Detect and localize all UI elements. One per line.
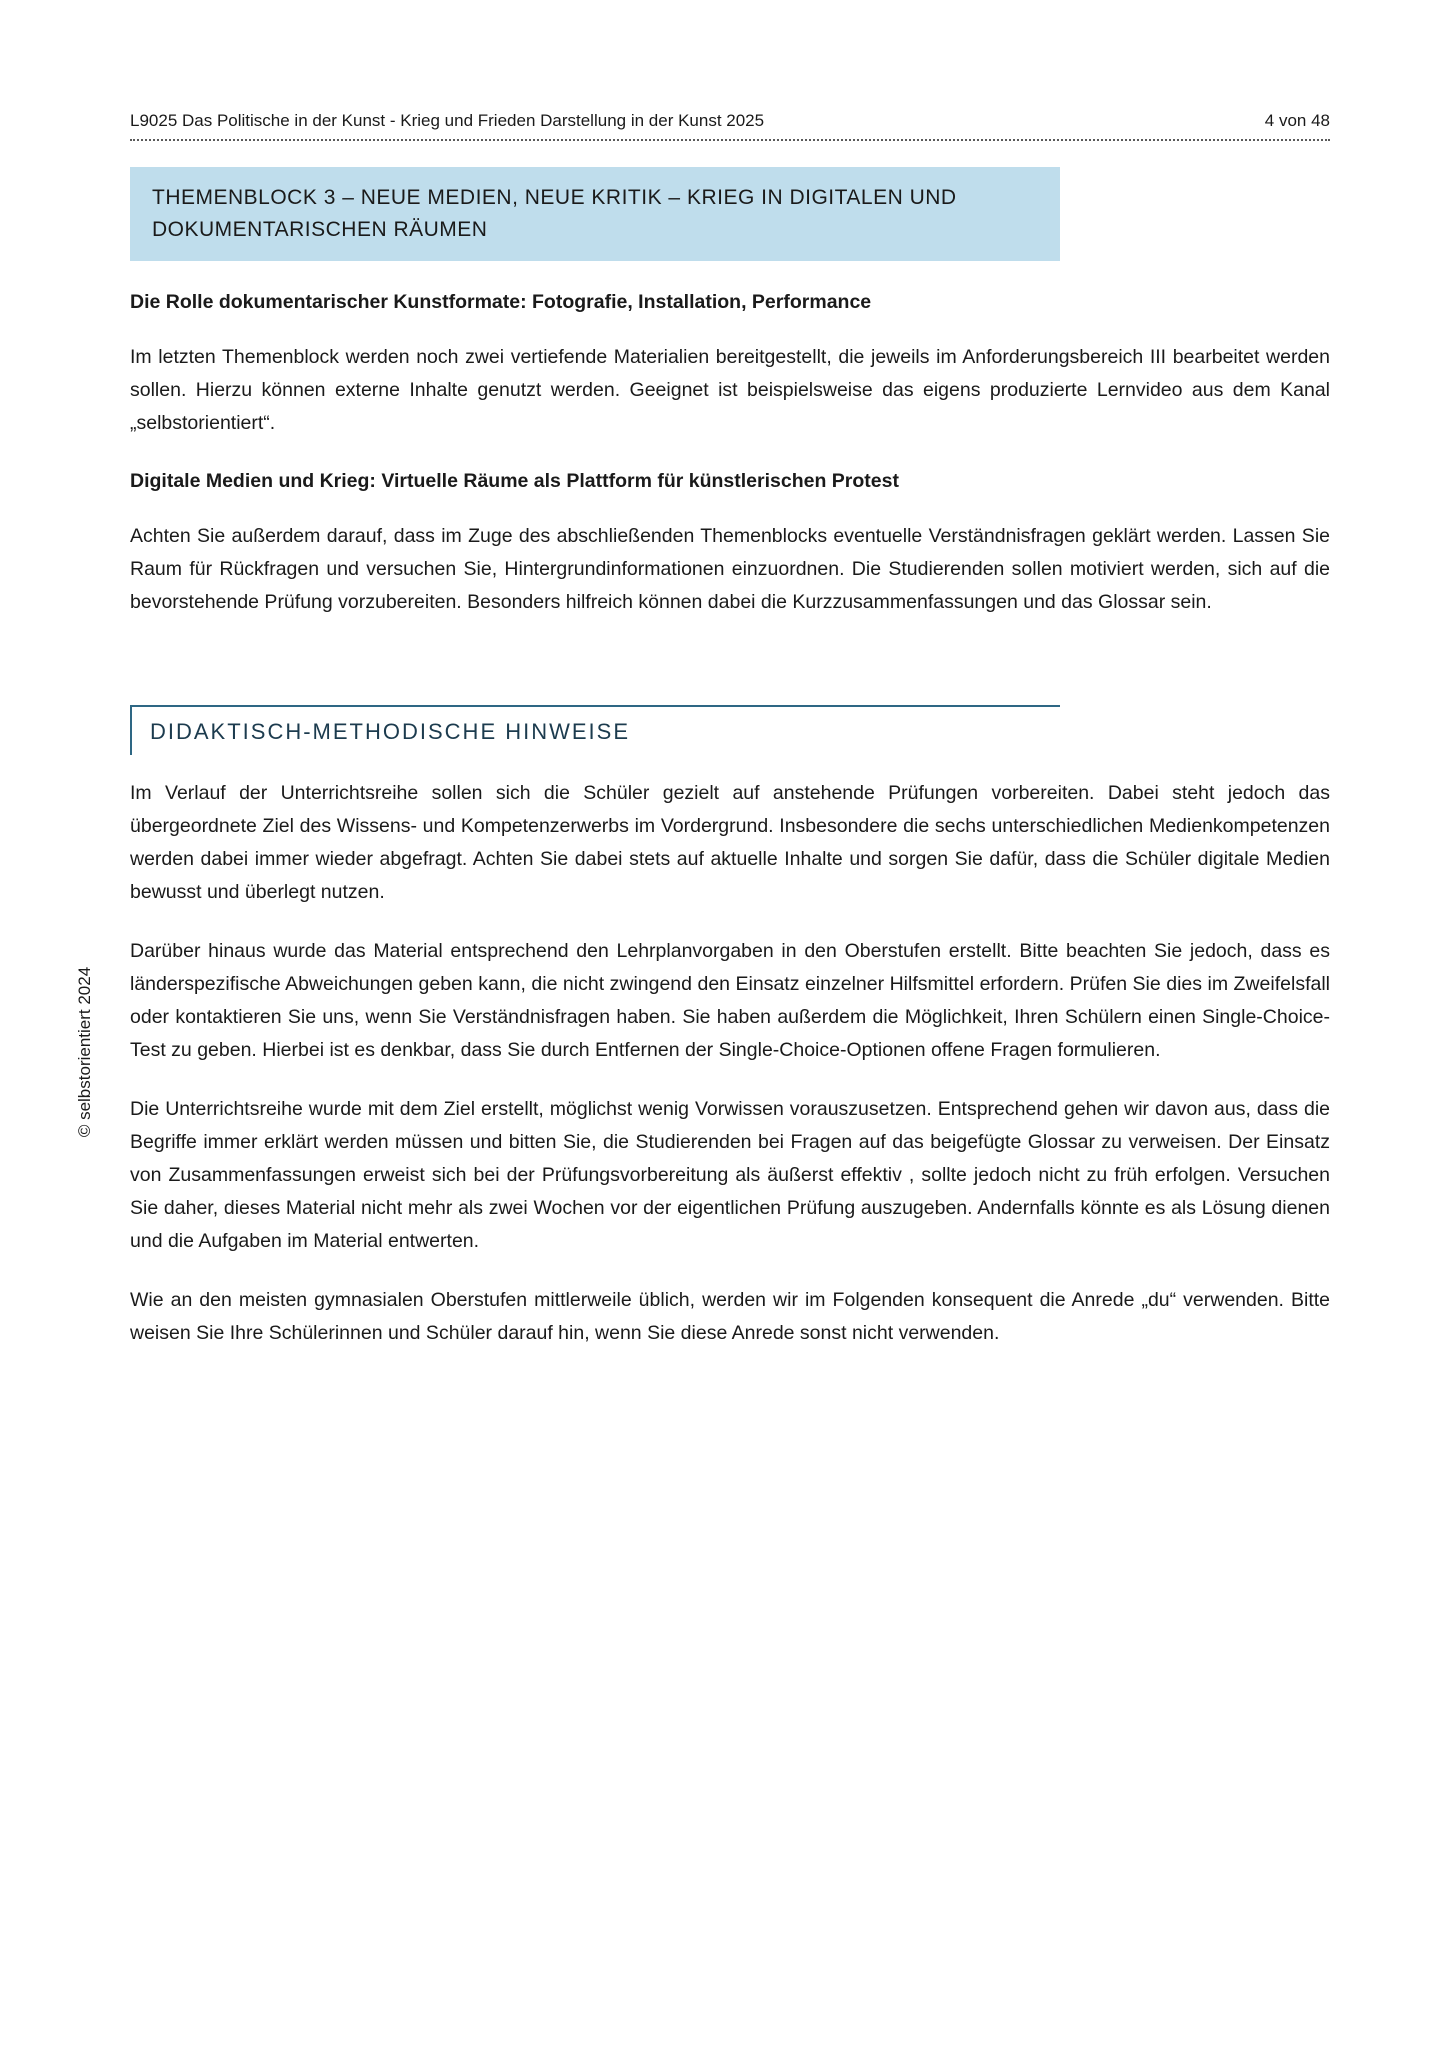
themenblock-banner [130,167,1060,261]
document-header [130,0,1330,132]
themenblock-title-line2: DOKUMENTARISCHEN RÄUMEN [152,218,488,241]
copyright-vertical-label: © selbstorientiert 2024 [75,966,94,1138]
section-heading-documentary: Die Rolle dokumentarischer Kunstformate: Fotografie, Installation, Performance [130,291,872,313]
paragraph-documentary: Im letzten Themenblock werden noch zwei vertiefende Materialien bereitgestellt, die jeweils im Anforderungsbereich III bearbeitet werden sollen. Hierzu können externe Inhalte genutzt werden. Geeignet ist beispielsweise das eigens produzierte Lernvideo aus dem Kanal „selbstorientiert“. [130,346,1330,434]
section-heading-digital: Digitale Medien und Krieg: Virtuelle Räume als Plattform für künstlerischen Protest [130,470,899,492]
didactic-section-body [130,777,1330,1350]
content-column [130,0,1330,1376]
didactic-paragraph-4: Wie an den meisten gymnasialen Oberstufen mittlerweile üblich, werden wir im Folgenden konsequent die Anrede „du“ verwenden. Bitte weisen Sie Ihre Schülerinnen und Schüler darauf hin, wenn Sie diese Anrede sonst nicht verwenden. [130,1289,1330,1344]
themenblock-title-line1: THEMENBLOCK 3 – NEUE MEDIEN, NEUE KRITIK – KRIEG IN DIGITALEN UND [152,186,957,209]
page-number: 4 von 48 [1264,111,1330,130]
didactic-paragraph-2: Darüber hinaus wurde das Material entsprechend den Lehrplanvorgaben in den Oberstufen erstellt. Bitte beachten Sie jedoch, dass es länderspezifische Abweichungen geben kann, die nicht zwingend den Einsatz einzelner Hilfsmittel erfordern. Prüfen Sie dies im Zweifelsfall oder kontaktieren Sie uns, wenn Sie Verständnisfragen haben. Sie haben außerdem die Möglichkeit, Ihren Schülern einen Single-Choice- Test zu geben. Hierbei ist es denkbar, dass Sie durch Entfernen der Single-Choice-Optionen offene Fragen formulieren. [130,940,1330,1061]
didactic-paragraph-3: Die Unterrichtsreihe wurde mit dem Ziel erstellt, möglichst wenig Vorwissen vorauszusetzen. Entsprechend gehen wir davon aus, dass die Begriffe immer erklärt werden müssen und bitten Sie, die Studierenden bei Fragen auf das beigefügte Glossar zu verweisen. Der Einsatz von Zusammenfassungen erweist sich bei der Prüfungsvorbereitung als äußerst effektiv , sollte jedoch nicht zu früh erfolgen. Versuchen Sie daher, dieses Material nicht mehr als zwei Wochen vor der eigentlichen Prüfung auszugeben. Andernfalls könnte es als Lösung dienen und die Aufgaben im Material entwerten. [130,1098,1330,1252]
didactic-paragraph-1: Im Verlauf der Unterrichtsreihe sollen sich die Schüler gezielt auf anstehende Prüfungen vorbereiten. Dabei steht jedoch das übergeordnete Ziel des Wissens- und Kompetenzerwerbs im Vordergrund. Insbesondere die sechs unterschiedlichen Medienkompetenzen werden dabei immer wieder abgefragt. Achten Sie dabei stets auf aktuelle Inhalte und sorgen Sie dafür, dass die Schüler digitale Medien bewusst und überlegt nutzen. [130,782,1330,903]
paragraph-digital: Achten Sie außerdem darauf, dass im Zuge des abschließenden Themenblocks eventuelle Verständnisfragen geklärt werden. Lassen Sie Raum für Rückfragen und versuchen Sie, Hintergrundinformationen einzuordnen. Die Studierenden sollen motiviert werden, sich auf die bevorstehende Prüfung vorzubereiten. Besonders hilfreich können dabei die Kurzzusammenfassungen und das Glossar sein. [130,525,1330,613]
didactic-section-header [130,705,1060,755]
header-divider [130,139,1330,141]
didactic-section-title: DIDAKTISCH-METHODISCHE HINWEISE [150,719,631,744]
document-title: L9025 Das Politische in der Kunst - Krieg und Frieden Darstellung in der Kunst 2025 [130,111,765,130]
